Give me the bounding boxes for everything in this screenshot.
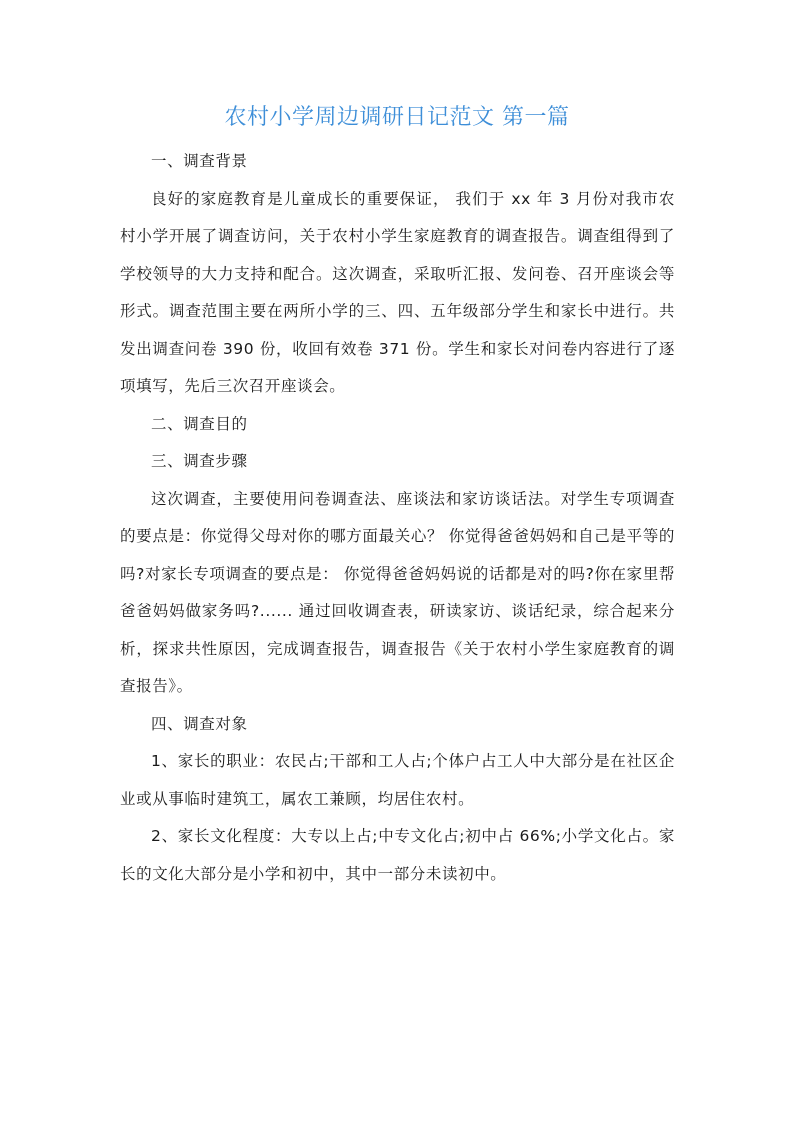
section-heading-subjects: 四、调查对象 [151, 714, 248, 733]
section-heading-steps: 三、调查步骤 [151, 452, 248, 470]
paragraph-steps: 这次调查，主要使用问卷调查法、座谈法和家访谈话法。对学生专项调查的要点是：你觉得父母对你的哪方面最关心？ 你觉得爸爸妈妈和自己是平等的吗?对家长专项调查的要点是： 你觉得爸爸妈妈说的话都是对的吗?你在家里帮爸爸妈妈做家务吗?...... 通过回收调查表，研读家访、谈话纪录，综合起来分析，探求共性原因，完成调查报告，调查报告《关于农村小学生家庭教育的调查报告》。 [120, 489, 675, 695]
section-heading-purpose: 二、调查目的 [151, 414, 248, 433]
section-heading-background: 一、调查背景 [151, 152, 248, 170]
paragraph-background: 良好的家庭教育是儿童成长的重要保证， 我们于 xx 年 3 月份对我市农村小学开展了调查访问，关于农村小学生家庭教育的调查报告。调查组得到了学校领导的大力支持和配合。这次调查，采取听汇报、发问卷、召开座谈会等形式。调查范围主要在两所小学的三、四、五年级部分学生和家长中进行。共发出调查问卷 390 份，收回有效卷 371 份。学生和家长对问卷内容进行了逐项填写，先后三次召开座谈会。 [120, 189, 675, 395]
document-body [120, 143, 675, 893]
document-title: 农村小学周边调研日记范文 第一篇 [224, 105, 570, 130]
paragraph-parent-occupation: 1、家长的职业：农民占;干部和工人占;个体户占工人中大部分是在社区企业或从事临时建筑工，属农工兼顾，均居住农村。 [120, 752, 675, 808]
paragraph-parent-education: 2、家长文化程度：大专以上占;中专文化占;初中占 66%;小学文化占。家长的文化大部分是小学和初中，其中一部分未读初中。 [120, 827, 675, 883]
